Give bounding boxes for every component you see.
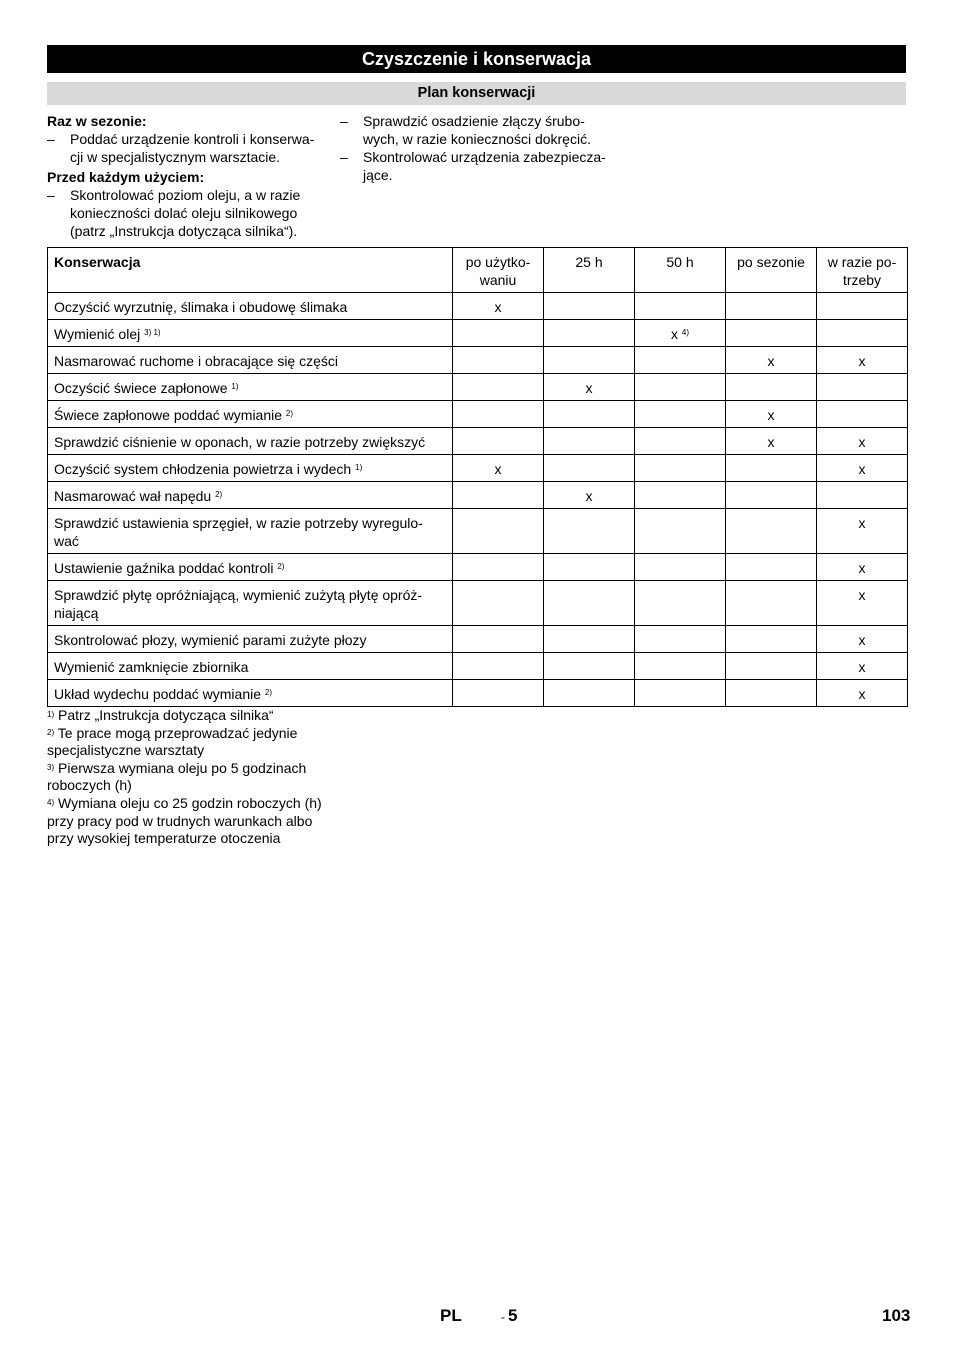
interval-mark: x	[585, 488, 593, 504]
interval-cell	[817, 347, 908, 374]
season-heading: Raz w sezonie:	[47, 113, 147, 129]
interval-cell	[544, 680, 635, 707]
interval-mark: x	[858, 434, 866, 450]
interval-cell	[635, 293, 726, 320]
task-text: Nasmarować wał napędu	[54, 488, 212, 504]
footnote-reference: 4)	[681, 328, 689, 337]
interval-cell	[544, 653, 635, 680]
interval-cell	[817, 455, 908, 482]
footnote	[47, 795, 337, 848]
column-header: w razie po- trzeby	[817, 248, 908, 293]
interval-mark: x	[858, 686, 866, 702]
interval-cell	[726, 509, 817, 554]
interval-cell	[726, 347, 817, 374]
footnote	[47, 760, 337, 795]
table-row	[48, 347, 908, 374]
interval-cell	[817, 428, 908, 455]
interval-cell	[635, 320, 726, 347]
interval-cell	[726, 428, 817, 455]
footnote-text: Patrz „Instrukcja dotycząca silnika“	[58, 707, 274, 723]
footnote-mark: 1)	[47, 710, 55, 719]
task-text: Oczyścić wyrzutnię, ślimaka i obudowę ślimaka	[54, 299, 348, 315]
interval-cell	[453, 320, 544, 347]
interval-mark: x	[767, 434, 775, 450]
interval-cell	[544, 401, 635, 428]
interval-cell	[453, 653, 544, 680]
interval-cell	[726, 293, 817, 320]
list-item	[340, 148, 630, 184]
footer-separator: -	[501, 1310, 505, 1324]
interval-mark: x	[858, 632, 866, 648]
footnote-reference: 2)	[285, 409, 294, 418]
interval-cell	[453, 455, 544, 482]
interval-cell	[453, 374, 544, 401]
interval-cell	[635, 482, 726, 509]
interval-cell	[817, 626, 908, 653]
footnote-mark: 3)	[47, 762, 55, 772]
list-item	[47, 186, 327, 240]
table-row	[48, 455, 908, 482]
task-cell	[48, 509, 453, 554]
interval-cell	[726, 482, 817, 509]
interval-mark: x	[858, 659, 866, 675]
task-cell	[48, 581, 453, 626]
interval-cell	[453, 509, 544, 554]
before-use-heading: Przed każdym użyciem:	[47, 169, 205, 185]
table-row	[48, 626, 908, 653]
table-body	[48, 293, 908, 707]
interval-cell	[544, 293, 635, 320]
task-cell	[48, 626, 453, 653]
interval-cell	[635, 509, 726, 554]
task-text: Ustawienie gaźnika poddać kontroli	[54, 560, 274, 576]
interval-cell	[817, 554, 908, 581]
footer-language: PL	[440, 1306, 462, 1325]
section-subtitle: Plan konserwacji	[47, 82, 906, 105]
task-cell	[48, 554, 453, 581]
footnote-reference: 3) 1)	[144, 328, 161, 337]
footnote-reference: 2)	[277, 562, 285, 571]
middle-column	[340, 112, 630, 184]
task-text: Świece zapłonowe poddać wymianie	[54, 407, 283, 423]
interval-cell	[544, 581, 635, 626]
interval-cell	[726, 554, 817, 581]
footnote-reference: 1)	[355, 463, 363, 472]
interval-cell	[544, 482, 635, 509]
interval-cell	[635, 581, 726, 626]
interval-cell	[453, 581, 544, 626]
dash-marker: –	[47, 187, 55, 203]
interval-cell	[453, 554, 544, 581]
interval-cell	[635, 626, 726, 653]
interval-cell	[544, 626, 635, 653]
task-cell	[48, 653, 453, 680]
list-item-text: Poddać urządzenie kontroli i konserwa- cji w specjalistycznym warsztacie.	[70, 131, 315, 165]
task-cell	[48, 293, 453, 320]
interval-cell	[635, 554, 726, 581]
dash-marker: –	[47, 131, 55, 147]
task-text: Wymienić zamknięcie zbiornika	[54, 659, 249, 675]
interval-mark: x	[585, 380, 593, 396]
interval-cell	[635, 401, 726, 428]
interval-cell	[817, 482, 908, 509]
table-row	[48, 509, 908, 554]
interval-cell	[635, 374, 726, 401]
list-item-text: Skontrolować poziom oleju, a w razie konieczności dolać oleju silnikowego (patrz „Instrukcja dotycząca silnika“).	[70, 187, 301, 239]
interval-cell	[544, 554, 635, 581]
maintenance-table	[47, 247, 908, 707]
interval-mark: x	[858, 515, 866, 531]
task-cell	[48, 320, 453, 347]
interval-cell	[726, 680, 817, 707]
task-text: Sprawdzić ciśnienie w oponach, w razie potrzeby zwiększyć	[54, 434, 426, 450]
column-header: 25 h	[544, 248, 635, 293]
section-title: Czyszczenie i konserwacja	[47, 45, 906, 73]
interval-cell	[453, 293, 544, 320]
interval-cell	[726, 581, 817, 626]
task-text: Sprawdzić płytę opróżniającą, wymienić zużytą płytę opróż- niającą	[54, 587, 423, 621]
interval-cell	[817, 581, 908, 626]
interval-cell	[817, 293, 908, 320]
table-row	[48, 428, 908, 455]
interval-cell	[635, 428, 726, 455]
task-cell	[48, 428, 453, 455]
footnote-reference: 1)	[231, 382, 239, 391]
interval-cell	[726, 320, 817, 347]
table-row	[48, 581, 908, 626]
interval-cell	[635, 653, 726, 680]
left-column	[47, 112, 327, 240]
table-row	[48, 554, 908, 581]
task-cell	[48, 482, 453, 509]
interval-cell	[817, 374, 908, 401]
column-header: 50 h	[635, 248, 726, 293]
footer-page	[501, 1306, 517, 1326]
dash-marker: –	[340, 113, 348, 129]
interval-mark: x	[494, 299, 502, 315]
task-text: Sprawdzić ustawienia sprzęgieł, w razie potrzeby wyregulo- wać	[54, 515, 423, 549]
interval-cell	[726, 374, 817, 401]
task-text: Skontrolować płozy, wymienić parami zużyte płozy	[54, 632, 367, 648]
interval-cell	[453, 626, 544, 653]
interval-cell	[544, 320, 635, 347]
interval-cell	[635, 680, 726, 707]
footnote-mark: 4)	[47, 797, 55, 807]
interval-mark: x	[767, 407, 775, 423]
interval-mark: x	[858, 560, 866, 576]
interval-mark: x	[767, 353, 775, 369]
task-cell	[48, 374, 453, 401]
interval-cell	[817, 680, 908, 707]
interval-cell	[726, 653, 817, 680]
footer-page-number: 5	[508, 1306, 518, 1325]
footnote-reference: 2)	[264, 688, 273, 697]
column-header: po użytko- waniu	[453, 248, 544, 293]
interval-cell	[453, 680, 544, 707]
list-item-text: Skontrolować urządzenia zabezpiecza- jące.	[363, 149, 606, 183]
interval-mark: x	[858, 587, 866, 603]
footnote-text: Wymiana oleju co 25 godzin roboczych (h) przy pracy pod w trudnych warunkach albo przy wysokiej temperaturze otoczenia	[47, 794, 322, 847]
column-header: po sezonie	[726, 248, 817, 293]
task-cell	[48, 401, 453, 428]
footnote	[47, 707, 337, 725]
table-row	[48, 653, 908, 680]
task-cell	[48, 455, 453, 482]
interval-cell	[635, 347, 726, 374]
interval-cell	[726, 401, 817, 428]
interval-cell	[817, 320, 908, 347]
interval-cell	[453, 428, 544, 455]
task-text: Wymienić olej	[54, 326, 141, 342]
footnotes	[47, 707, 337, 848]
interval-mark: x	[494, 461, 502, 477]
footnote-text: Pierwsza wymiana oleju po 5 godzinach roboczych (h)	[47, 759, 307, 794]
column-header: Konserwacja	[48, 248, 453, 293]
task-text: Oczyścić świece zapłonowe	[54, 380, 228, 396]
interval-cell	[544, 428, 635, 455]
footnote-reference: 2)	[215, 490, 223, 499]
table-row	[48, 680, 908, 707]
task-cell	[48, 347, 453, 374]
footer-document-page: 103	[882, 1306, 911, 1325]
dash-marker: –	[340, 149, 348, 165]
footnote-mark: 2)	[47, 727, 55, 737]
table-row	[48, 320, 908, 347]
task-text: Nasmarować ruchome i obracające się części	[54, 353, 338, 369]
table-row	[48, 401, 908, 428]
table-header-row	[48, 248, 908, 293]
task-text: Oczyścić system chłodzenia powietrza i wydech	[54, 461, 352, 477]
interval-cell	[453, 347, 544, 374]
table-row	[48, 482, 908, 509]
interval-cell	[544, 347, 635, 374]
interval-cell	[817, 509, 908, 554]
interval-cell	[726, 455, 817, 482]
interval-cell	[544, 374, 635, 401]
interval-cell	[453, 401, 544, 428]
interval-mark: x	[858, 461, 866, 477]
footnote-text: Te prace mogą przeprowadzać jedynie specjalistyczne warsztaty	[47, 724, 298, 759]
interval-cell	[544, 455, 635, 482]
list-item-text: Sprawdzić osadzienie złączy śrubo- wych, w razie konieczności dokręcić.	[363, 113, 591, 147]
interval-mark: x	[858, 353, 866, 369]
task-text: Układ wydechu poddać wymianie	[54, 686, 261, 702]
task-cell	[48, 680, 453, 707]
interval-mark: x	[670, 326, 678, 342]
interval-cell	[726, 626, 817, 653]
list-item	[47, 130, 327, 166]
interval-cell	[817, 653, 908, 680]
interval-cell	[635, 455, 726, 482]
interval-cell	[453, 482, 544, 509]
interval-cell	[817, 401, 908, 428]
footnote	[47, 725, 337, 760]
interval-cell	[544, 509, 635, 554]
table-row	[48, 374, 908, 401]
table-row	[48, 293, 908, 320]
list-item	[340, 112, 630, 148]
